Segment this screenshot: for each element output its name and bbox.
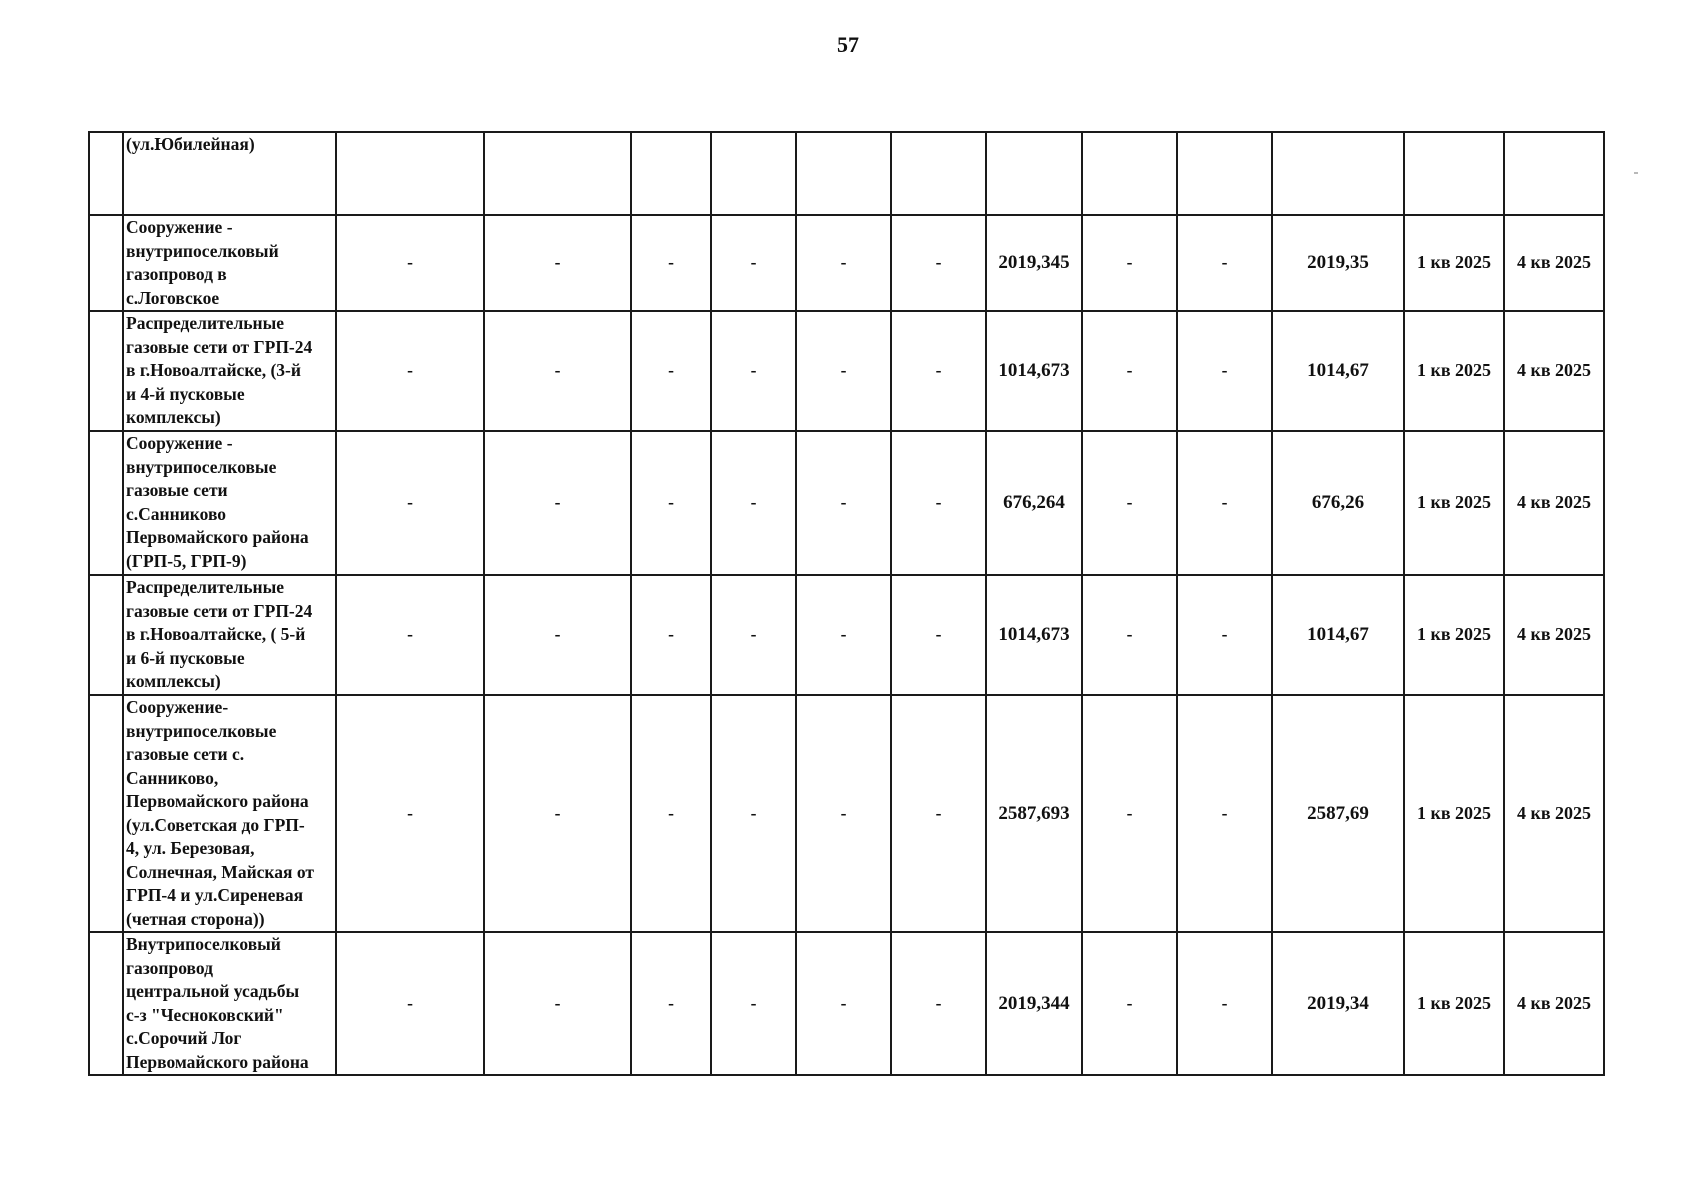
value-cell-8: - xyxy=(1082,311,1177,431)
value-cell-1 xyxy=(336,132,484,215)
amount-cell: 1014,673 xyxy=(986,575,1082,695)
value-cell-3 xyxy=(631,132,711,215)
table-row xyxy=(89,575,1604,695)
value-cell-9: - xyxy=(1177,311,1272,431)
table-row xyxy=(89,132,1604,215)
end-period-cell: 4 кв 2025 xyxy=(1504,215,1604,311)
total-cell: 2019,34 xyxy=(1272,932,1404,1075)
value-cell-8: - xyxy=(1082,932,1177,1075)
total-cell: 676,26 xyxy=(1272,431,1404,575)
value-cell-8: - xyxy=(1082,695,1177,932)
investment-table xyxy=(88,131,1605,1076)
object-name-cell: Распределительные газовые сети от ГРП-24 в г.Новоалтайске, (3-й и 4-й пусковые комплексы) xyxy=(123,311,336,431)
amount-cell: 1014,673 xyxy=(986,311,1082,431)
value-cell-5: - xyxy=(796,215,891,311)
amount-cell: 2587,693 xyxy=(986,695,1082,932)
amount-cell: 2019,345 xyxy=(986,215,1082,311)
value-cell-4: - xyxy=(711,215,796,311)
object-name-cell: Сооружение- внутрипоселковые газовые сети с. Санниково, Первомайского района (ул.Советская до ГРП- 4, ул. Березовая, Солнечная, Майская от ГРП-4 и ул.Сиреневая (четная сторона)) xyxy=(123,695,336,932)
value-cell-6 xyxy=(891,132,986,215)
value-cell-1: - xyxy=(336,215,484,311)
end-period-cell xyxy=(1504,132,1604,215)
end-period-cell: 4 кв 2025 xyxy=(1504,311,1604,431)
value-cell-2: - xyxy=(484,311,631,431)
total-cell: 2019,35 xyxy=(1272,215,1404,311)
value-cell-9: - xyxy=(1177,431,1272,575)
value-cell-4: - xyxy=(711,575,796,695)
row-index-cell xyxy=(89,575,123,695)
start-period-cell xyxy=(1404,132,1504,215)
end-period-cell: 4 кв 2025 xyxy=(1504,932,1604,1075)
value-cell-5: - xyxy=(796,311,891,431)
start-period-cell: 1 кв 2025 xyxy=(1404,215,1504,311)
value-cell-2: - xyxy=(484,575,631,695)
object-name-cell: Сооружение - внутрипоселковые газовые сети с.Санниково Первомайского района (ГРП-5, ГРП-9) xyxy=(123,431,336,575)
amount-cell: 2019,344 xyxy=(986,932,1082,1075)
start-period-cell: 1 кв 2025 xyxy=(1404,932,1504,1075)
total-cell xyxy=(1272,132,1404,215)
end-period-cell: 4 кв 2025 xyxy=(1504,575,1604,695)
value-cell-6: - xyxy=(891,575,986,695)
row-index-cell xyxy=(89,215,123,311)
table-row xyxy=(89,695,1604,932)
start-period-cell: 1 кв 2025 xyxy=(1404,311,1504,431)
value-cell-1: - xyxy=(336,932,484,1075)
value-cell-9: - xyxy=(1177,215,1272,311)
value-cell-5: - xyxy=(796,431,891,575)
page-number: 57 xyxy=(837,32,859,57)
row-index-cell xyxy=(89,932,123,1075)
amount-cell: 676,264 xyxy=(986,431,1082,575)
table-row xyxy=(89,932,1604,1075)
end-period-cell: 4 кв 2025 xyxy=(1504,431,1604,575)
object-name-cell: Распределительные газовые сети от ГРП-24 в г.Новоалтайске, ( 5-й и 6-й пусковые комплексы) xyxy=(123,575,336,695)
start-period-cell: 1 кв 2025 xyxy=(1404,575,1504,695)
value-cell-3: - xyxy=(631,431,711,575)
value-cell-6: - xyxy=(891,431,986,575)
value-cell-8: - xyxy=(1082,575,1177,695)
scan-artifact xyxy=(1634,172,1638,174)
value-cell-5: - xyxy=(796,695,891,932)
value-cell-5: - xyxy=(796,575,891,695)
value-cell-6: - xyxy=(891,215,986,311)
value-cell-6: - xyxy=(891,695,986,932)
table-row xyxy=(89,215,1604,311)
value-cell-2 xyxy=(484,132,631,215)
value-cell-1: - xyxy=(336,695,484,932)
value-cell-8: - xyxy=(1082,431,1177,575)
row-index-cell xyxy=(89,431,123,575)
value-cell-4: - xyxy=(711,695,796,932)
row-index-cell xyxy=(89,695,123,932)
value-cell-8: - xyxy=(1082,215,1177,311)
value-cell-4: - xyxy=(711,932,796,1075)
value-cell-8 xyxy=(1082,132,1177,215)
value-cell-3: - xyxy=(631,695,711,932)
value-cell-3: - xyxy=(631,932,711,1075)
value-cell-9: - xyxy=(1177,932,1272,1075)
value-cell-4: - xyxy=(711,431,796,575)
value-cell-5 xyxy=(796,132,891,215)
value-cell-1: - xyxy=(336,311,484,431)
value-cell-2: - xyxy=(484,215,631,311)
value-cell-4: - xyxy=(711,311,796,431)
value-cell-2: - xyxy=(484,695,631,932)
value-cell-3: - xyxy=(631,215,711,311)
value-cell-5: - xyxy=(796,932,891,1075)
row-index-cell xyxy=(89,311,123,431)
table-row xyxy=(89,311,1604,431)
amount-cell xyxy=(986,132,1082,215)
value-cell-2: - xyxy=(484,431,631,575)
value-cell-9 xyxy=(1177,132,1272,215)
end-period-cell: 4 кв 2025 xyxy=(1504,695,1604,932)
value-cell-1: - xyxy=(336,431,484,575)
value-cell-6: - xyxy=(891,311,986,431)
total-cell: 1014,67 xyxy=(1272,575,1404,695)
value-cell-9: - xyxy=(1177,695,1272,932)
start-period-cell: 1 кв 2025 xyxy=(1404,431,1504,575)
table-row xyxy=(89,431,1604,575)
value-cell-3: - xyxy=(631,311,711,431)
value-cell-4 xyxy=(711,132,796,215)
value-cell-1: - xyxy=(336,575,484,695)
start-period-cell: 1 кв 2025 xyxy=(1404,695,1504,932)
value-cell-3: - xyxy=(631,575,711,695)
object-name-cell: (ул.Юбилейная) xyxy=(123,132,336,215)
object-name-cell: Сооружение - внутрипоселковый газопровод в с.Логовское xyxy=(123,215,336,311)
total-cell: 2587,69 xyxy=(1272,695,1404,932)
row-index-cell xyxy=(89,132,123,215)
value-cell-6: - xyxy=(891,932,986,1075)
value-cell-9: - xyxy=(1177,575,1272,695)
object-name-cell: Внутрипоселковый газопровод центральной усадьбы с-з "Чесноковский" с.Сорочий Лог Первомайского района xyxy=(123,932,336,1075)
total-cell: 1014,67 xyxy=(1272,311,1404,431)
value-cell-2: - xyxy=(484,932,631,1075)
